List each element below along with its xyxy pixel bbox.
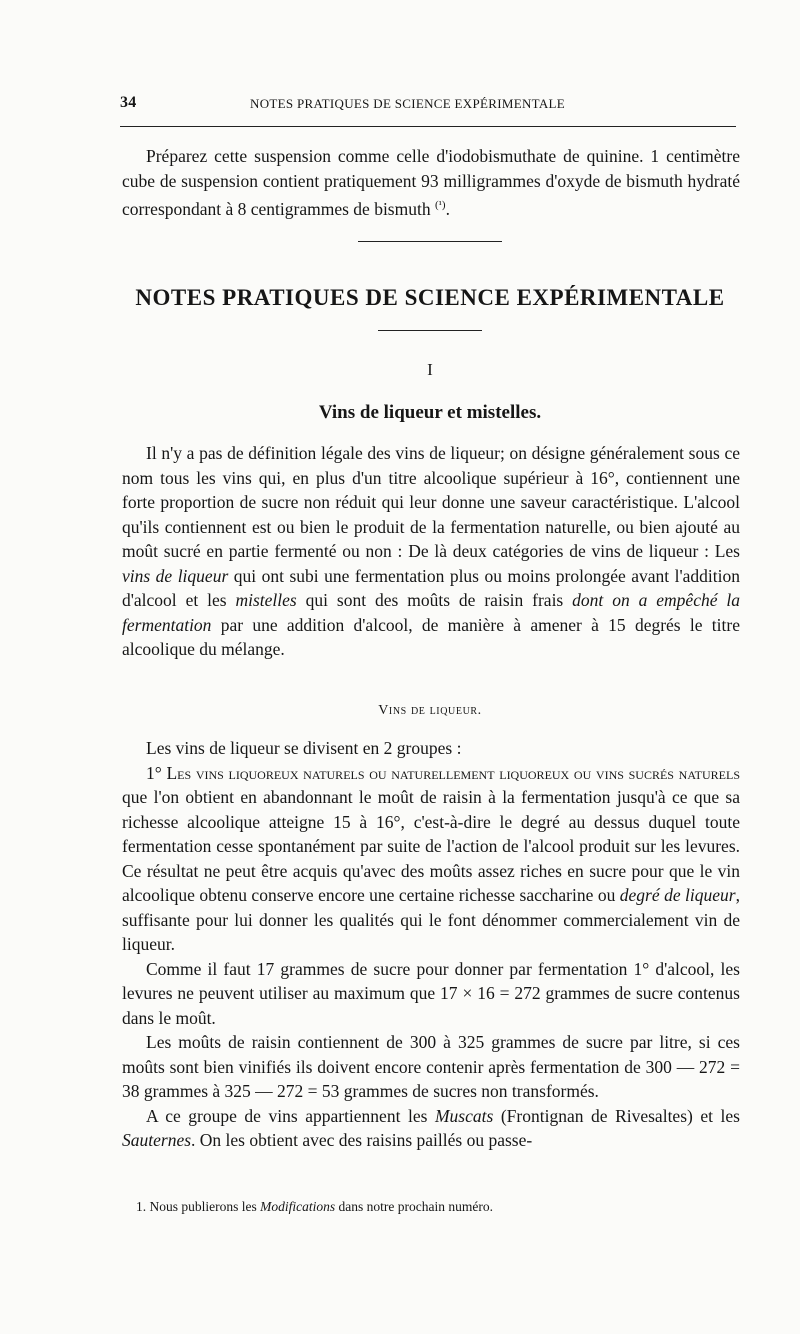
- body-block-1: [122, 441, 740, 662]
- separator-rule: [358, 241, 502, 242]
- running-title: NOTES PRATIQUES DE SCIENCE EXPÉRIMENTALE: [250, 96, 566, 111]
- intro-paragraph: [122, 144, 740, 221]
- text-run: , suffisante pour lui donner les qualités qui le font dénommer commercialement vin de liqueur.: [122, 885, 740, 954]
- paragraph-must-content: Les moûts de raisin contiennent de 300 à 325 grammes de sucre par litre, si ces moûts sont bien vinifiés ils doivent encore contenir après fermentation de 300 — 272 = 38 grammes à 325 — 272 = 53 grammes de sucres non transformés.: [122, 1032, 740, 1101]
- italic-run: Sauternes: [122, 1130, 192, 1150]
- text-run: Il n'y a pas de définition légale des vins de liqueur; on désigne généralement sous ce nom tous les vins qui, en plus d'un titre alcoolique supérieur à 16°, contiennent une forte proportion de sucre non réduit qui leur donne une saveur caractéristique. L'alcool qu'ils contiennent est ou bien le produit de la fermentation naturelle, ou bien ajouté au moût sucré en partie fermenté ou non : De là deux catégories de vins de liqueur : Les: [122, 443, 740, 561]
- footnote-ref: (¹): [434, 199, 446, 211]
- footnote-text-end: dans notre prochain numéro.: [335, 1199, 493, 1214]
- paragraph-definition: [122, 441, 740, 662]
- italic-run: dont on a empêché la fermentation: [122, 590, 741, 635]
- text-run: qui ont subi une fermentation plus ou moins prolongée avant l'addition d'alcool et les: [122, 565, 740, 610]
- paragraph-first-group: [122, 761, 740, 957]
- article-title: NOTES PRATIQUES DE SCIENCE EXPÉRIMENTALE: [135, 285, 725, 310]
- italic-run: mistelles: [235, 590, 297, 610]
- header-rule: [120, 126, 736, 127]
- italic-run: Muscats: [434, 1105, 494, 1126]
- text-run: A ce groupe de vins appartiennent les: [146, 1105, 435, 1126]
- intro-text-end: .: [445, 198, 450, 219]
- text-run: qui sont des moûts de raisin frais: [296, 590, 573, 610]
- article-subtitle: Vins de liqueur et mistelles.: [318, 402, 542, 423]
- footnote: [136, 1198, 736, 1216]
- title-rule: [378, 330, 482, 331]
- footnote-text: Nous publierons les: [149, 1199, 261, 1214]
- intro-block: [122, 144, 740, 221]
- smallcaps-run: Les vins liquoreux naturels ou naturellement liquoreux ou vins sucrés naturels: [166, 762, 740, 783]
- section-heading: Vins de liqueur.: [378, 703, 482, 718]
- paragraph-wine-group: [122, 1104, 740, 1153]
- footnote-number: 1.: [136, 1199, 147, 1214]
- text-run: par une addition d'alcool, de manière à amener à 15 degrés le titre alcoolique du mélange.: [122, 614, 740, 659]
- paragraph-sugar-calc: Comme il faut 17 grammes de sucre pour donner par fermentation 1° d'alcool, les levures ne peuvent utiliser au maximum que 17 × 16 = 272 grammes de sucre contenus dans le moût.: [122, 958, 740, 1028]
- italic-run: degré de liqueur: [619, 885, 736, 905]
- page-header: [120, 92, 740, 116]
- intro-text: Préparez cette suspension comme celle d'iodobismuthate de quinine. 1 centimètre cube de suspension contient pratiquement 93 milligrammes d'oxyde de bismuth hydraté correspondant à 8 centigrammes de bismuth: [122, 146, 740, 219]
- section-numeral: I: [427, 360, 433, 379]
- italic-run: vins de liqueur: [122, 565, 229, 586]
- text-run: . On les obtient avec des raisins paillés ou passe-: [191, 1130, 533, 1150]
- page-number: 34: [120, 94, 137, 111]
- text-run: (Frontignan de Rivesaltes) et les: [493, 1105, 740, 1126]
- text-run: que l'on obtient en abandonnant le moût de raisin à la fermentation jusqu'à ce que sa richesse alcoolique atteigne 15 à 16°, c'est-à-dire le degré au dessus duquel toute fermentation cesse spontanément par suite de l'action de l'alcool produit sur les levures. Ce résultat ne peut être acquis qu'avec des moûts assez riches en sucre pour que le vin alcoolique obtenu conserve encore une certaine richesse saccharine ou: [122, 787, 740, 905]
- footnote-italic: Modifications: [260, 1199, 336, 1214]
- item-number: 1°: [146, 762, 162, 783]
- paragraph-groups: Les vins de liqueur se divisent en 2 groupes :: [146, 738, 462, 758]
- body-block-2: [122, 736, 740, 1153]
